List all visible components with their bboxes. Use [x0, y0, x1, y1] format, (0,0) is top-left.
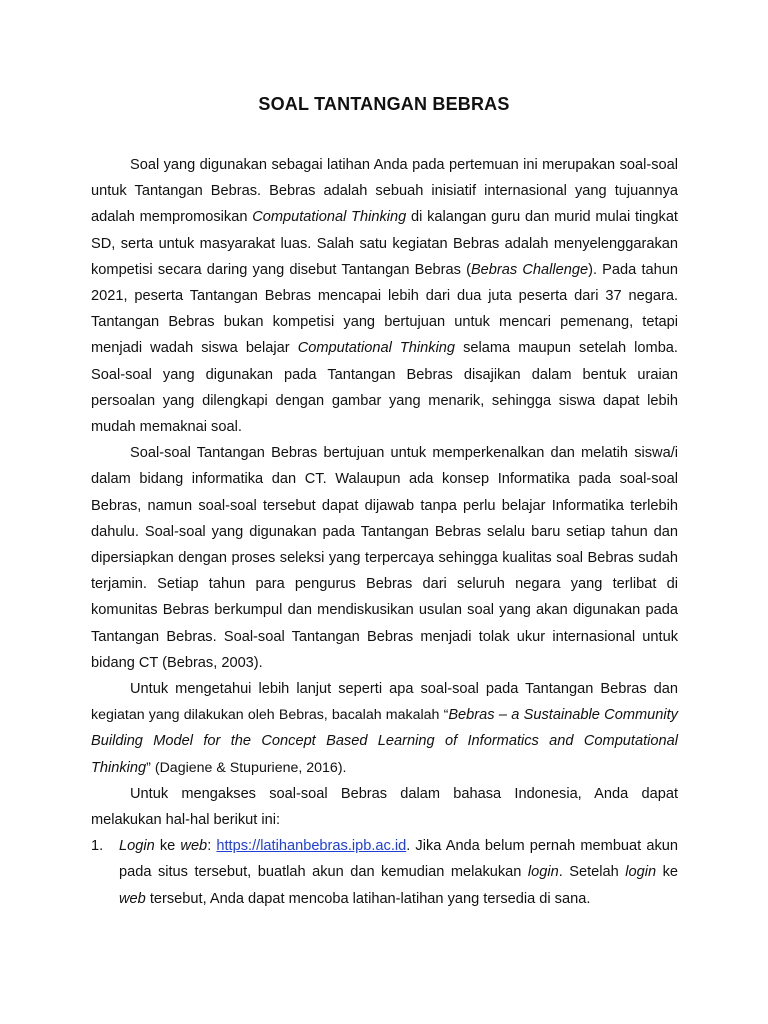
reference-title: Bebras – a Sustainable Community Building Model for the Concept Based Learning of Informatics and Computational Thinking	[91, 707, 678, 776]
text-run: ke	[656, 864, 679, 881]
paragraph-purpose: Soal-soal Tantangan Bebras bertujuan untuk memperkenalkan dan melatih siswa/i dalam bidang informatika dan CT. Walaupun ada konsep Informatika pada soal-soal Bebras, namun soal-soal tersebut dapat dijawab tanpa perlu belajar Informatika terlebih dahulu. Soal-soal yang digunakan pada Tantangan Bebras selalu baru setiap tahun dan dipersiapkan dengan proses seleksi yang terpercaya sehingga kualitas soal Bebras sudah terjamin. Setiap tahun para pengurus Bebras dari seluruh negara yang terlibat di komunitas Bebras berkumpul dan mendiskusikan usulan soal yang akan digunakan pada Tantangan Bebras. Soal-soal Tantangan Bebras menjadi tolak ukur internasional untuk bidang CT (Bebras, 2003).	[91, 445, 678, 671]
italic-term: web	[180, 838, 208, 855]
paragraph-access: Untuk mengakses soal-soal Bebras dalam bahasa Indonesia, Anda dapat melakukan hal-hal berikut ini:	[91, 785, 678, 829]
steps-list	[91, 833, 678, 912]
italic-term: Login	[119, 838, 155, 855]
text-run: kegiatan yang dilakukan oleh Bebras, bacalah makalah “	[91, 707, 449, 724]
italic-term: login	[625, 864, 657, 881]
latihan-bebras-link[interactable]: https://latihanbebras.ipb.ac.id	[216, 838, 407, 855]
paragraph-intro	[91, 152, 678, 440]
text-run: :	[207, 838, 217, 855]
text-run: selama maupun setelah lomba. Soal-soal yang digunakan pada Tantangan Bebras disajikan dalam bentuk uraian persoalan yang dilengkapi dengan gambar yang menarik, sehingga siswa dapat lebih mudah memaknai soal.	[91, 340, 678, 436]
text-run: di kalangan guru dan murid mulai tingkat SD, serta untuk masyarakat luas. Salah satu kegiatan Bebras adalah menyelenggarakan kompetisi secara daring yang disebut Tantangan Bebras (	[91, 209, 678, 278]
italic-term: Computational Thinking	[252, 209, 407, 226]
italic-term: web	[119, 890, 146, 907]
italic-term: login	[527, 864, 559, 881]
text-run: tersebut, Anda dapat mencoba latihan-latihan yang tersedia di sana.	[145, 890, 591, 907]
list-item	[91, 833, 678, 912]
text-run: . Jika Anda belum pernah membuat akun pada situs tersebut, buatlah akun dan kemudian melakukan	[119, 838, 679, 881]
paragraph-reference	[91, 676, 678, 781]
text-run: . Setelah	[558, 864, 626, 881]
list-number: 1.	[91, 838, 104, 855]
text-run: Soal yang digunakan sebagai latihan Anda pada pertemuan ini merupakan soal-soal untuk Tantangan Bebras. Bebras adalah sebuah inisiatif internasional yang tujuannya adalah mempromosikan	[91, 157, 678, 226]
text-run: ” (Dagiene & Stupuriene, 2016).	[146, 759, 347, 776]
page-title: SOAL TANTANGAN BEBRAS	[258, 94, 510, 114]
document-body	[91, 152, 678, 912]
text-run: Untuk mengetahui lebih lanjut seperti apa soal-soal pada Tantangan Bebras dan	[130, 681, 678, 698]
italic-term: Bebras Challenge	[470, 261, 589, 278]
text-run: ke	[154, 838, 181, 855]
italic-term: Computational Thinking	[297, 340, 456, 357]
text-run: ). Pada tahun 2021, peserta Tantangan Bebras mencapai lebih dari dua juta peserta dari 37 negara. Tantangan Bebras bukan kompetisi yang bertujuan untuk mencari pemenang, tetapi menjadi wadah siswa belajar	[91, 261, 678, 357]
